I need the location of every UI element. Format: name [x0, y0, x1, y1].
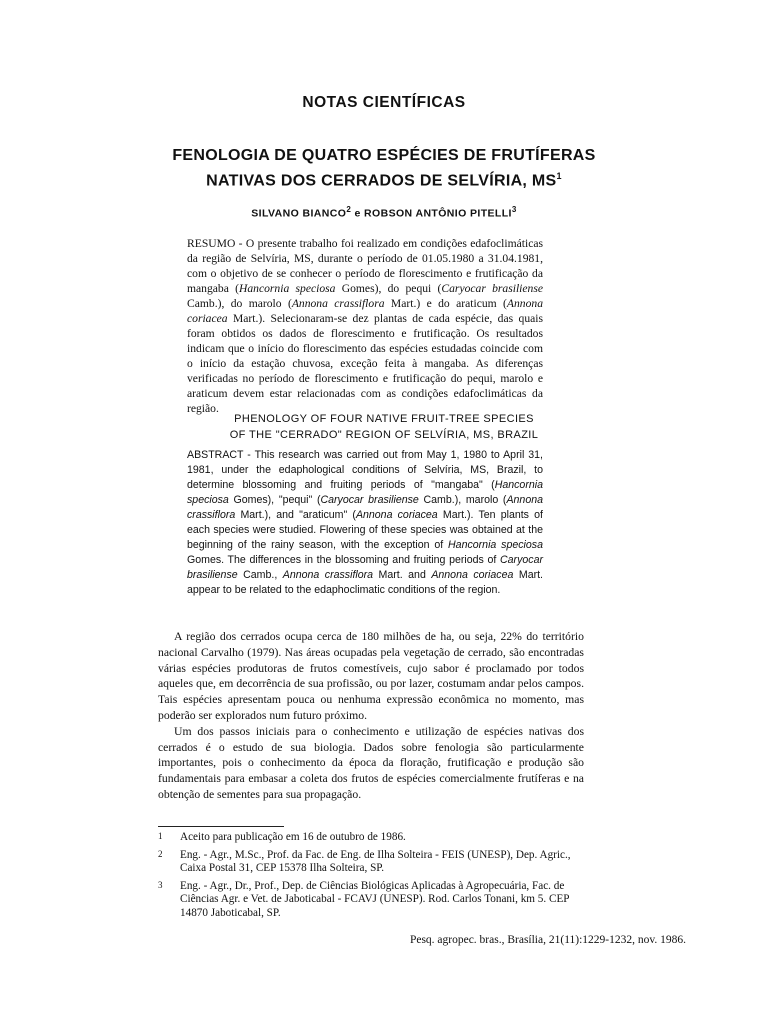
abstract-text: - This research was carried out from May 1, 1980 to April 31, 1981, under the edaphological conditions of Selvíria, MS, Brazil, to determine blossoming and fruiting periods of "mangaba" (	[187, 449, 543, 491]
abstract-text: Camb.), marolo (	[418, 494, 507, 506]
footnote	[158, 831, 584, 845]
paper-title-line2-text: NATIVAS DOS CERRADOS DE SELVÍRIA, MS	[206, 172, 557, 190]
abstract-species: Annona crassiflora	[187, 494, 543, 521]
resumo-species: Hancornia speciosa	[239, 282, 336, 295]
resumo-label: RESUMO	[187, 237, 236, 250]
abstract-text: Camb.,	[237, 569, 283, 581]
resumo-text: Mart.). Selecionaram-se dez plantas de cada espécie, das quais foram obtidos os dados de florescimento e frutificação. Os resultados indicam que o início do florescimento das espécies estudadas coincide com o início da estação chuvosa, exceção feita à mangaba. As diferenças verificadas no período de florescimento e frutificação do pequi, marolo e araticum devem estar relacionadas com as condições edafoclimáticas da região.	[187, 312, 543, 415]
resumo-text: Camb.), do marolo (	[187, 297, 292, 310]
abstract-block	[187, 448, 543, 598]
footnote-divider	[158, 826, 284, 827]
resumo-species: Annona crassiflora	[291, 297, 385, 310]
footnote-number: 2	[158, 848, 163, 859]
english-title	[150, 411, 618, 443]
abstract-text: Gomes), "pequi" (	[228, 494, 321, 506]
author-1-mark: 2	[346, 205, 352, 214]
resumo-block	[187, 236, 543, 416]
footnote-text: Eng. - Agr., Dr., Prof., Dep. de Ciências Biológicas Aplicadas à Agropecuária, Fac. de Ciências Agr. e Vet. de Jaboticabal - FCAVJ (UNESP). Rod. Carlos Tonani, km 5. CEP 14870 Jaboticabal, SP.	[180, 879, 570, 919]
abstract-text: Gomes. The differences in the blossoming and fruiting periods of	[187, 554, 501, 566]
paper-title-line1: FENOLOGIA DE QUATRO ESPÉCIES DE FRUTÍFERAS	[172, 147, 596, 164]
journal-citation: Pesq. agropec. bras., Brasília, 21(11):1229-1232, nov. 1986.	[409, 934, 686, 946]
abstract-text: Mart. and	[373, 569, 432, 581]
body-paragraph-2: Um dos passos iniciais para o conhecimento e utilização de espécies nativas dos cerrados é o estudo de sua biologia. Dados sobre fenologia são particularmente importantes, pois o conhecimento da época da floração, frutificação e produção são fundamentais para embasar a coleta dos frutos de espécies comercialmente frutíferas e na obtenção de sementes para sua propagação.	[158, 724, 584, 801]
footnote-text: Eng. - Agr., M.Sc., Prof. da Fac. de Eng. de Ilha Solteira - FEIS (UNESP), Dep. Agric., Caixa Postal 31, CEP 15378 Ilha Solteira, SP.	[180, 848, 571, 874]
resumo-species: Annona coriacea	[187, 297, 543, 325]
abstract-text: Mart.), and "araticum" (	[235, 509, 356, 521]
abstract-text: Mart.). Ten plants of each species were studied. Flowering of these species was obtained at the beginning of the rainy season, with the exception of	[187, 509, 543, 551]
footnote	[158, 849, 584, 876]
author-2-mark: 3	[511, 205, 517, 214]
authors	[100, 205, 668, 220]
author-2: ROBSON ANTÔNIO PITELLI	[364, 207, 512, 220]
title-footnote-mark: 1	[556, 171, 562, 181]
resumo-species: Caryocar brasiliense	[441, 282, 544, 295]
footnote	[158, 880, 584, 921]
footnote-text: Aceito para publicação em 16 de outubro de 1986.	[180, 831, 406, 843]
body-text	[158, 629, 584, 803]
abstract-species: Annona coriacea	[355, 509, 438, 521]
abstract-species: Annona coriacea	[431, 569, 514, 581]
footnotes	[158, 831, 584, 924]
footnote-number: 1	[158, 831, 163, 841]
paper-title-line2	[100, 166, 668, 191]
resumo-text: Gomes), do pequi (	[335, 282, 442, 295]
resumo-text: Mart.) e do araticum (	[384, 297, 507, 310]
abstract-label: ABSTRACT	[187, 449, 244, 461]
abstract-species: Caryocar brasiliense	[187, 554, 543, 581]
body-paragraph-1: A região dos cerrados ocupa cerca de 180 milhões de ha, ou seja, 22% do território nacional Carvalho (1979). Nas áreas ocupadas pela vegetação de cerrado, são encontradas várias espécies produtoras de frutos comestíveis, cujo sabor é proclamado por todos aqueles que, em decorrência de sua profissão, ou por lazer, costumam andar pelos campos. Tais espécies apresentam pouca ou nenhuma expressão econômica no momento, mas poderão ser explorados num futuro próximo.	[158, 630, 584, 722]
footnote-number: 3	[158, 879, 163, 890]
english-title-line2: OF THE "CERRADO" REGION OF SELVÍRIA, MS, BRAZIL	[229, 429, 539, 441]
abstract-species: Caryocar brasiliense	[320, 494, 419, 506]
section-title: NOTAS CIENTÍFICAS	[302, 94, 466, 111]
author-separator: e	[351, 207, 365, 220]
english-title-line1: PHENOLOGY OF FOUR NATIVE FRUIT-TREE SPECIES	[234, 413, 534, 425]
paper-title	[100, 146, 668, 191]
resumo-text: - O presente trabalho foi realizado em condições edafoclimáticas da região de Selvíria, MS, durante o período de 01.05.1980 a 31.04.1981, com o objetivo de se conhecer o período de florescimento e frutificação da mangaba (	[187, 237, 543, 295]
author-1: SILVANO BIANCO	[251, 207, 347, 220]
abstract-species: Annona crassiflora	[282, 569, 374, 581]
abstract-species: Hancornia speciosa	[187, 479, 543, 506]
abstract-species: Hancornia speciosa	[448, 539, 543, 551]
abstract-text: Mart. appear to be related to the edaphoclimatic conditions of the region.	[187, 569, 544, 596]
